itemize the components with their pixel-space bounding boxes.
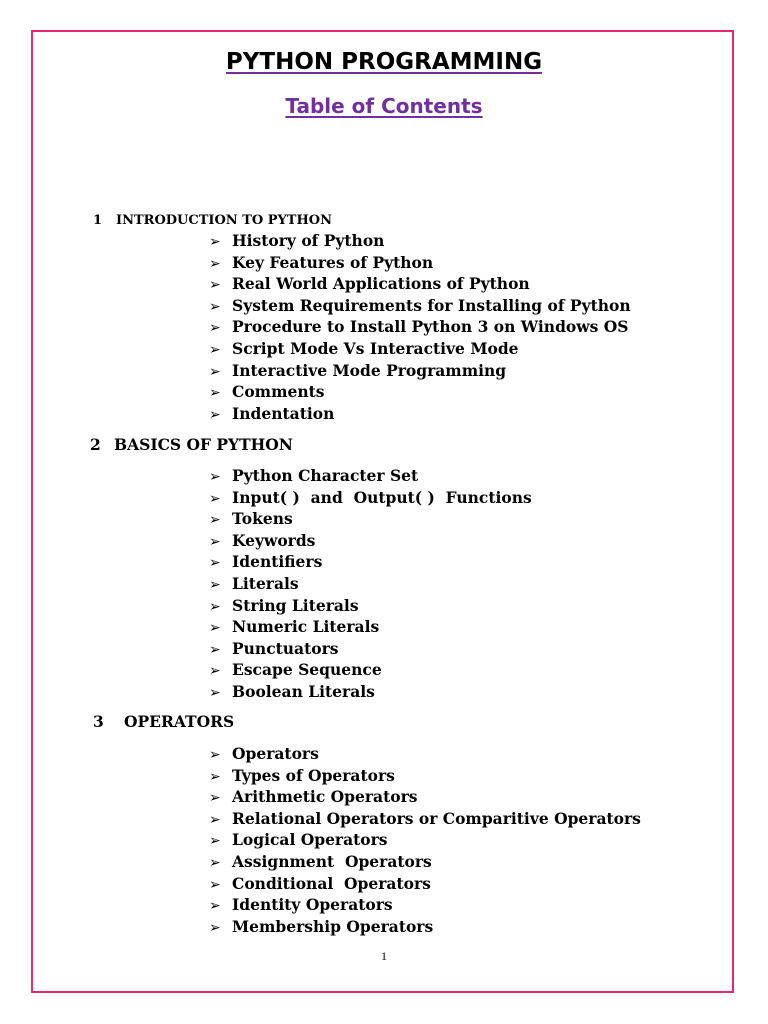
toc-item[interactable]: ➢ Operators [209, 744, 319, 763]
arrow-bullet-icon: ➢ [209, 663, 221, 680]
toc-item[interactable]: ➢ Key Features of Python [209, 252, 434, 272]
toc-item[interactable]: ➢ Script Mode Vs Interactive Mode [209, 339, 519, 358]
arrow-bullet-icon: ➢ [209, 876, 221, 893]
toc-item[interactable]: ➢ Keywords [209, 530, 316, 550]
toc-item[interactable]: ➢ Input( ) and Output( ) Functions [209, 487, 532, 507]
toc-item[interactable]: ➢ Tokens [209, 509, 293, 529]
arrow-bullet-icon: ➢ [209, 598, 221, 615]
toc-item[interactable]: ➢ Escape Sequence [209, 660, 382, 680]
section-2-heading [90, 435, 293, 455]
arrow-bullet-icon: ➢ [209, 255, 221, 272]
toc-item[interactable]: ➢ Boolean Literals [209, 682, 375, 701]
page-number: 1 [381, 949, 387, 963]
section-title: OPERATORS [124, 712, 235, 731]
arrow-bullet-icon: ➢ [209, 555, 221, 572]
arrow-bullet-icon: ➢ [209, 685, 221, 701]
toc-item[interactable]: ➢ Numeric Literals [209, 617, 380, 637]
toc-item[interactable]: ➢ System Requirements for Installing of Python [209, 295, 631, 315]
section-1-heading [93, 212, 332, 230]
arrow-bullet-icon: ➢ [209, 406, 221, 423]
toc-item[interactable]: ➢ Types of Operators [209, 765, 395, 785]
toc-item[interactable]: ➢ String Literals [209, 595, 359, 615]
arrow-bullet-icon: ➢ [209, 298, 221, 315]
toc-item[interactable]: ➢ Conditional Operators [209, 873, 431, 893]
arrow-bullet-icon: ➢ [209, 490, 221, 507]
section-title: INTRODUCTION TO PYTHON [116, 213, 332, 228]
section-3-heading [93, 712, 234, 732]
toc-item[interactable]: ➢ Identifiers [209, 552, 323, 572]
arrow-bullet-icon: ➢ [209, 855, 221, 871]
toc-item[interactable]: ➢ Punctuators [209, 638, 339, 658]
toc-item[interactable]: ➢ History of Python [209, 231, 385, 250]
toc-item[interactable]: ➢ Identity Operators [209, 895, 393, 915]
toc-item[interactable]: ➢ Logical Operators [209, 830, 388, 850]
toc-item[interactable]: ➢ Procedure to Install Python 3 on Windows OS [209, 317, 629, 337]
arrow-bullet-icon: ➢ [209, 898, 221, 915]
arrow-bullet-icon: ➢ [209, 320, 221, 337]
document-title: PYTHON PROGRAMMING [225, 49, 543, 75]
toc-item[interactable]: ➢ Comments [209, 382, 325, 402]
toc-item[interactable]: ➢ Indentation [209, 403, 335, 423]
toc-item[interactable]: ➢ Literals [209, 574, 299, 593]
toc-item[interactable]: ➢ Arithmetic Operators [209, 787, 418, 807]
arrow-bullet-icon: ➢ [209, 919, 221, 936]
arrow-bullet-icon: ➢ [209, 790, 221, 807]
section-number: 3 [93, 712, 104, 731]
toc-item[interactable]: ➢ Membership Operators [209, 916, 434, 936]
arrow-bullet-icon: ➢ [209, 768, 221, 785]
arrow-bullet-icon: ➢ [209, 385, 221, 402]
arrow-bullet-icon: ➢ [209, 577, 221, 593]
arrow-bullet-icon: ➢ [209, 833, 221, 850]
arrow-bullet-icon: ➢ [209, 641, 221, 658]
toc-item[interactable]: ➢ Relational Operators or Comparitive Operators [209, 808, 641, 828]
toc-item[interactable]: ➢ Interactive Mode Programming [209, 360, 507, 380]
toc-item[interactable]: ➢ Real World Applications of Python [209, 274, 530, 294]
arrow-bullet-icon: ➢ [209, 512, 221, 529]
section-number: 1 [93, 213, 103, 228]
section-title: BASICS OF PYTHON [114, 435, 293, 454]
arrow-bullet-icon: ➢ [209, 363, 221, 380]
arrow-bullet-icon: ➢ [209, 277, 221, 294]
toc-item[interactable]: ➢ Assignment Operators [209, 852, 432, 871]
arrow-bullet-icon: ➢ [209, 342, 221, 358]
section-number: 2 [90, 435, 101, 454]
arrow-bullet-icon: ➢ [209, 234, 221, 250]
arrow-bullet-icon: ➢ [209, 469, 221, 485]
arrow-bullet-icon: ➢ [209, 533, 221, 550]
arrow-bullet-icon: ➢ [209, 811, 221, 828]
toc-item[interactable]: ➢ Python Character Set [209, 466, 419, 485]
arrow-bullet-icon: ➢ [209, 620, 221, 637]
arrow-bullet-icon: ➢ [209, 747, 221, 763]
table-of-contents-heading: Table of Contents [285, 94, 483, 118]
